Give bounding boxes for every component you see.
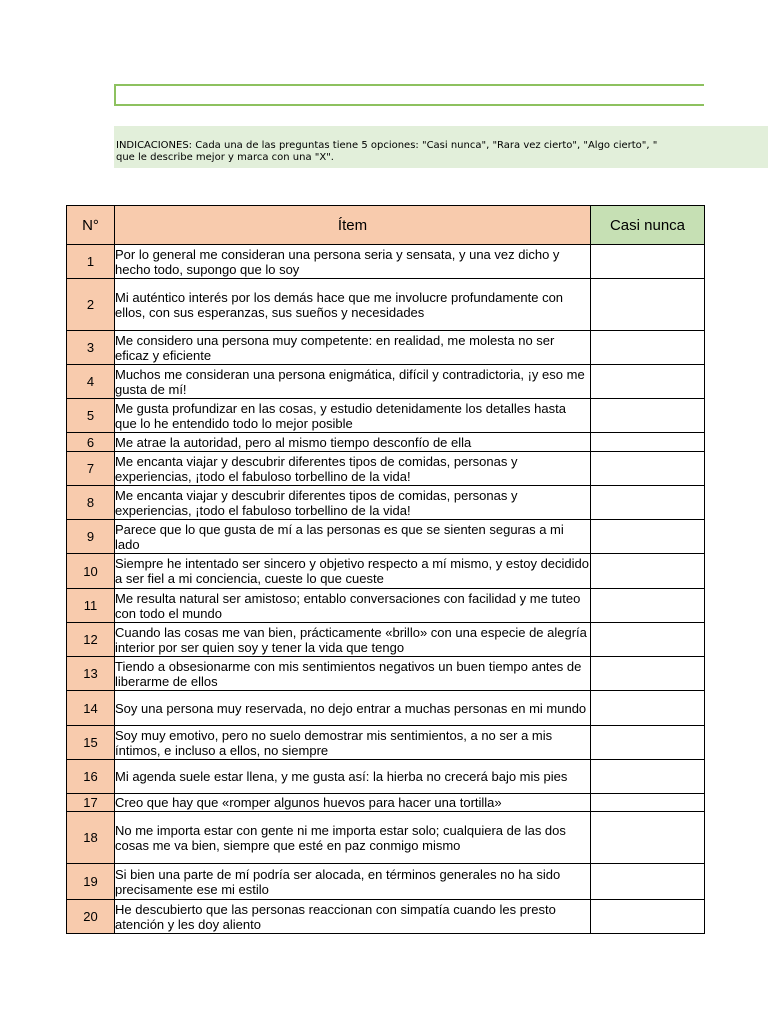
row-number: 17 bbox=[67, 794, 115, 812]
row-number: 7 bbox=[67, 452, 115, 486]
row-number: 13 bbox=[67, 657, 115, 691]
table-row bbox=[67, 279, 705, 331]
table-row bbox=[67, 331, 705, 365]
row-item-text: Parece que lo que gusta de mí a las personas es que se sienten seguras a mi lado bbox=[115, 520, 591, 554]
casi-nunca-cell[interactable] bbox=[591, 520, 705, 554]
table-row bbox=[67, 691, 705, 726]
casi-nunca-cell[interactable] bbox=[591, 691, 705, 726]
casi-nunca-cell[interactable] bbox=[591, 864, 705, 900]
table-row bbox=[67, 433, 705, 452]
title-input-box[interactable] bbox=[114, 84, 704, 106]
instructions-banner bbox=[114, 126, 768, 168]
casi-nunca-cell[interactable] bbox=[591, 399, 705, 433]
casi-nunca-cell[interactable] bbox=[591, 812, 705, 864]
row-number: 15 bbox=[67, 726, 115, 760]
casi-nunca-cell[interactable] bbox=[591, 794, 705, 812]
table-row bbox=[67, 864, 705, 900]
row-item-text: Creo que hay que «romper algunos huevos para hacer una tortilla» bbox=[115, 794, 591, 812]
casi-nunca-cell[interactable] bbox=[591, 365, 705, 399]
table-row bbox=[67, 726, 705, 760]
casi-nunca-cell[interactable] bbox=[591, 726, 705, 760]
row-item-text: Soy una persona muy reservada, no dejo entrar a muchas personas en mi mundo bbox=[115, 691, 591, 726]
casi-nunca-cell[interactable] bbox=[591, 589, 705, 623]
casi-nunca-cell[interactable] bbox=[591, 279, 705, 331]
row-number: 1 bbox=[67, 245, 115, 279]
row-number: 19 bbox=[67, 864, 115, 900]
questionnaire-table bbox=[66, 205, 705, 934]
row-item-text: Mi auténtico interés por los demás hace que me involucre profundamente con ellos, con sus esperanzas, sus sueños y necesidades bbox=[115, 279, 591, 331]
row-number: 20 bbox=[67, 900, 115, 934]
row-item-text: Si bien una parte de mí podría ser alocada, en términos generales no ha sido precisamente ese mi estilo bbox=[115, 864, 591, 900]
row-item-text: Me considero una persona muy competente: en realidad, me molesta no ser eficaz y eficiente bbox=[115, 331, 591, 365]
table-row bbox=[67, 399, 705, 433]
casi-nunca-cell[interactable] bbox=[591, 452, 705, 486]
column-header-number: N° bbox=[67, 206, 115, 245]
table-row bbox=[67, 245, 705, 279]
row-item-text: Me resulta natural ser amistoso; entablo conversaciones con facilidad y me tuteo con todo el mundo bbox=[115, 589, 591, 623]
column-header-casi-nunca: Casi nunca bbox=[591, 206, 705, 245]
table-row bbox=[67, 452, 705, 486]
casi-nunca-cell[interactable] bbox=[591, 433, 705, 452]
row-number: 11 bbox=[67, 589, 115, 623]
row-item-text: Siempre he intentado ser sincero y objetivo respecto a mí mismo, y estoy decidido a ser fiel a mi conciencia, cueste lo que cueste bbox=[115, 554, 591, 589]
row-number: 2 bbox=[67, 279, 115, 331]
row-number: 16 bbox=[67, 760, 115, 794]
table-row bbox=[67, 794, 705, 812]
row-item-text: He descubierto que las personas reaccionan con simpatía cuando les presto atención y les doy aliento bbox=[115, 900, 591, 934]
row-item-text: Por lo general me consideran una persona seria y sensata, y una vez dicho y hecho todo, supongo que lo soy bbox=[115, 245, 591, 279]
table-row bbox=[67, 520, 705, 554]
table-row bbox=[67, 589, 705, 623]
casi-nunca-cell[interactable] bbox=[591, 900, 705, 934]
row-item-text: Me atrae la autoridad, pero al mismo tiempo desconfío de ella bbox=[115, 433, 591, 452]
instructions-line-2: que le describe mejor y marca con una "X". bbox=[116, 152, 334, 163]
casi-nunca-cell[interactable] bbox=[591, 331, 705, 365]
row-item-text: Me gusta profundizar en las cosas, y estudio detenidamente los detalles hasta que lo he entendido todo lo mejor posible bbox=[115, 399, 591, 433]
row-item-text: Tiendo a obsesionarme con mis sentimientos negativos un buen tiempo antes de liberarme de ellos bbox=[115, 657, 591, 691]
row-number: 3 bbox=[67, 331, 115, 365]
table-row bbox=[67, 623, 705, 657]
row-number: 14 bbox=[67, 691, 115, 726]
casi-nunca-cell[interactable] bbox=[591, 657, 705, 691]
casi-nunca-cell[interactable] bbox=[591, 554, 705, 589]
row-number: 18 bbox=[67, 812, 115, 864]
column-header-item: Ítem bbox=[115, 206, 591, 245]
row-item-text: Muchos me consideran una persona enigmática, difícil y contradictoria, ¡y eso me gusta de mí! bbox=[115, 365, 591, 399]
row-number: 12 bbox=[67, 623, 115, 657]
casi-nunca-cell[interactable] bbox=[591, 245, 705, 279]
table-row bbox=[67, 554, 705, 589]
row-number: 8 bbox=[67, 486, 115, 520]
row-number: 5 bbox=[67, 399, 115, 433]
row-item-text: Cuando las cosas me van bien, prácticamente «brillo» con una especie de alegría interior por ser quien soy y tener la vida que tengo bbox=[115, 623, 591, 657]
table-header-row bbox=[67, 206, 705, 245]
table-row bbox=[67, 812, 705, 864]
row-number: 9 bbox=[67, 520, 115, 554]
table-row bbox=[67, 760, 705, 794]
row-item-text: No me importa estar con gente ni me importa estar solo; cualquiera de las dos cosas me va bien, siempre que esté en paz conmigo mismo bbox=[115, 812, 591, 864]
row-number: 4 bbox=[67, 365, 115, 399]
row-item-text: Mi agenda suele estar llena, y me gusta así: la hierba no crecerá bajo mis pies bbox=[115, 760, 591, 794]
instructions-line-1: INDICACIONES: Cada una de las preguntas tiene 5 opciones: "Casi nunca", "Rara vez cierto", "Algo cierto", " bbox=[116, 140, 658, 151]
table-row bbox=[67, 365, 705, 399]
row-item-text: Me encanta viajar y descubrir diferentes tipos de comidas, personas y experiencias, ¡todo el fabuloso torbellino de la vida! bbox=[115, 452, 591, 486]
row-number: 6 bbox=[67, 433, 115, 452]
row-number: 10 bbox=[67, 554, 115, 589]
casi-nunca-cell[interactable] bbox=[591, 760, 705, 794]
table-row bbox=[67, 486, 705, 520]
row-item-text: Soy muy emotivo, pero no suelo demostrar mis sentimientos, a no ser a mis íntimos, e incluso a ellos, no siempre bbox=[115, 726, 591, 760]
row-item-text: Me encanta viajar y descubrir diferentes tipos de comidas, personas y experiencias, ¡todo el fabuloso torbellino de la vida! bbox=[115, 486, 591, 520]
casi-nunca-cell[interactable] bbox=[591, 486, 705, 520]
casi-nunca-cell[interactable] bbox=[591, 623, 705, 657]
table-row bbox=[67, 657, 705, 691]
table-row bbox=[67, 900, 705, 934]
